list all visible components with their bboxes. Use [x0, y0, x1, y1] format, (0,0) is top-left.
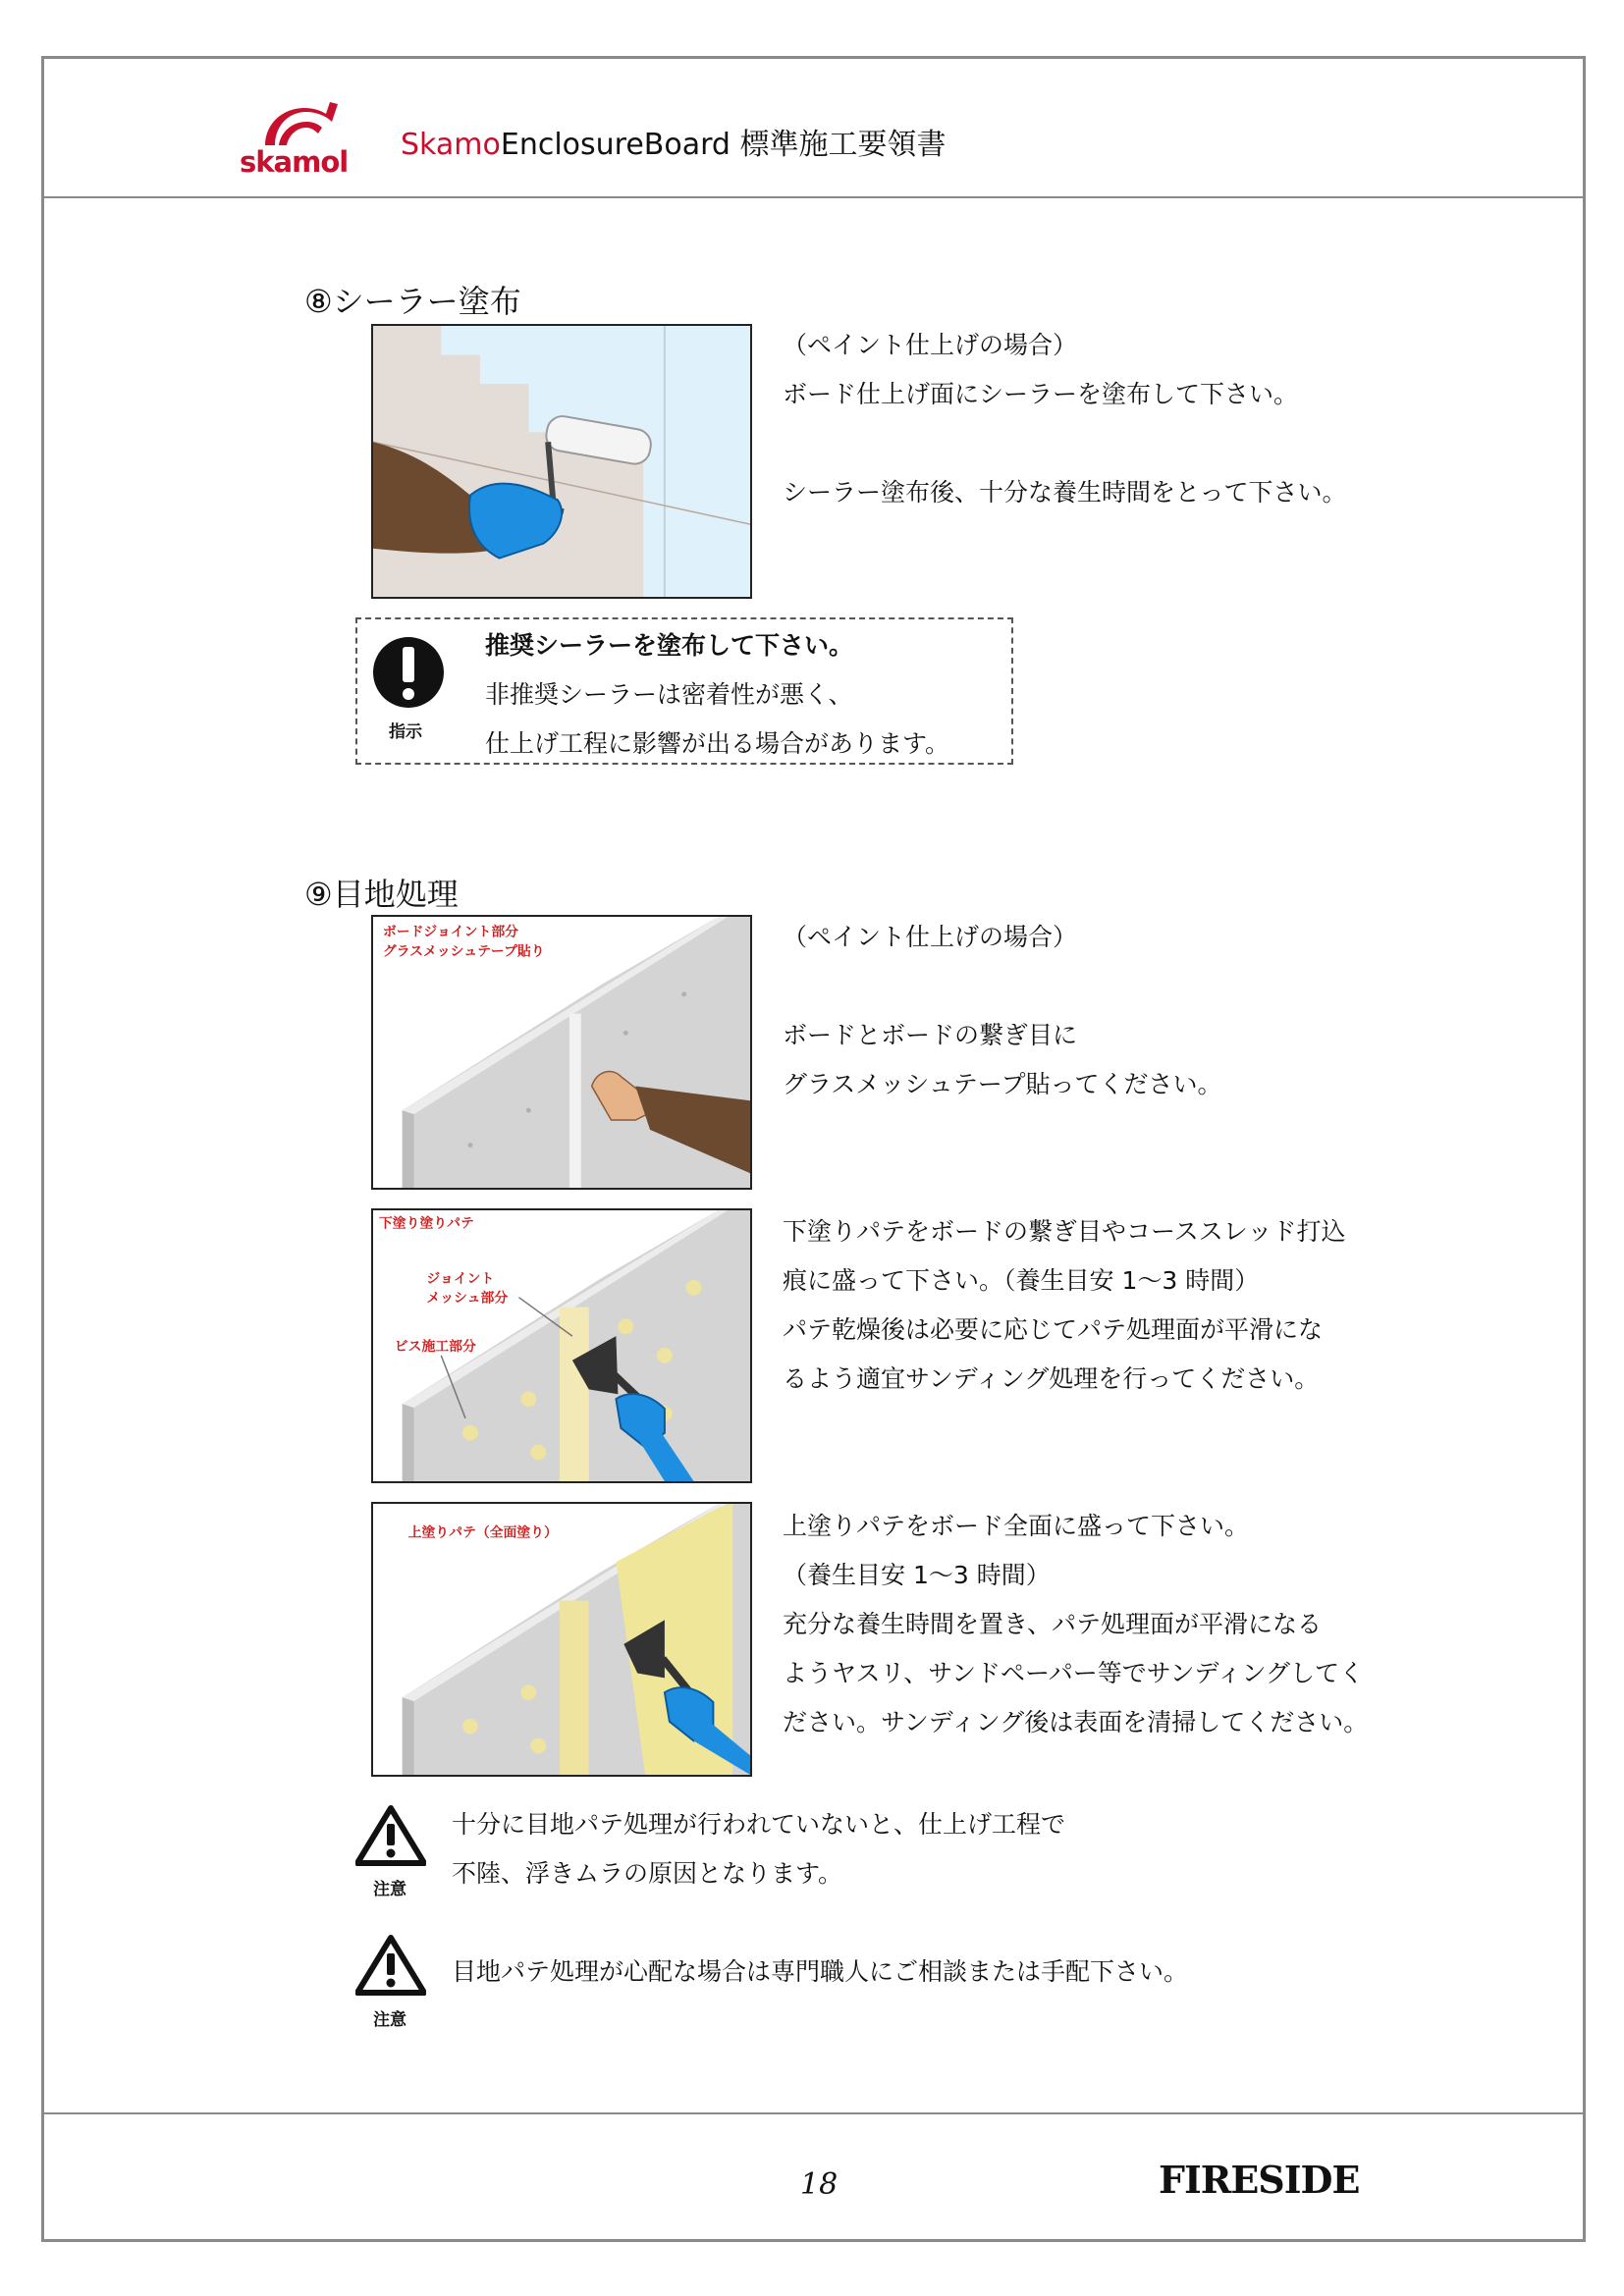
document-title: [401, 120, 947, 163]
mesh-tape-figure: [371, 915, 752, 1190]
title-rest: EnclosureBoard 標準施工要領書: [500, 128, 947, 162]
section9-heading: ⑨目地処理: [304, 876, 459, 913]
exclamation-icon: [371, 635, 446, 710]
header-divider: [41, 196, 1586, 198]
brand-logo: FIRESIDE: [1159, 2158, 1360, 2202]
fig2-label: 下塗り塗りパテ: [378, 1215, 474, 1232]
section9-text2: [783, 1207, 1346, 1404]
text-line: （養生目安 1～3 時間）: [783, 1561, 1051, 1589]
section9-text1: [783, 913, 1222, 1109]
caution-label: 注意: [373, 2010, 406, 2030]
caution1-text: [452, 1800, 1065, 1898]
text-line: グラスメッシュテープ貼ってください。: [783, 1070, 1222, 1098]
sealer-figure: [371, 324, 752, 599]
caution-line: 十分に目地パテ処理が行われていないと、仕上げ工程で: [452, 1810, 1066, 1839]
instruction-notice: [355, 617, 1013, 765]
footer-divider: [41, 2112, 1586, 2114]
fig1-label: ボードジョイント部分: [382, 924, 519, 940]
section8-text: [783, 321, 1347, 517]
text-line: るよう適宜サンディング処理を行ってください。: [783, 1364, 1320, 1393]
notice-text: [485, 621, 949, 769]
notice-line: 仕上げ工程に影響が出る場合があります。: [485, 729, 950, 758]
notice-line: 非推奨シーラーは密着性が悪く、: [485, 680, 853, 709]
text-line: [783, 962, 1222, 1011]
fig2-label: ビス施工部分: [394, 1338, 476, 1355]
text-line: ださい。サンディング後は表面を清掃してください。: [783, 1708, 1369, 1736]
top-putty-figure: [371, 1502, 752, 1777]
text-line: 上塗りパテをボード全面に盛って下さい。: [783, 1512, 1250, 1540]
warning-triangle-icon: [355, 1934, 426, 1997]
caution-label: 注意: [373, 1880, 406, 1899]
title-brand: Skamo: [401, 128, 501, 162]
text-line: パテ乾燥後は必要に応じてパテ処理面が平滑にな: [783, 1315, 1324, 1344]
text-line: （ペイント仕上げの場合）: [783, 331, 1078, 359]
section8-heading: ⑧シーラー塗布: [304, 283, 521, 320]
page-number: 18: [800, 2167, 839, 2202]
warning-triangle-icon: [355, 1804, 426, 1867]
caution-line: 不陸、浮きムラの原因となります。: [452, 1859, 843, 1888]
text-line: ボード仕上げ面にシーラーを塗布して下さい。: [783, 380, 1299, 408]
text-line: 痕に盛って下さい。（養生目安 1～3 時間）: [783, 1266, 1260, 1295]
fig1-label: グラスメッシュテープ貼り: [382, 943, 545, 960]
caution2-text: [452, 1948, 1188, 1997]
text-line: （ペイント仕上げの場合）: [783, 923, 1078, 951]
text-line: 充分な養生時間を置き、パテ処理面が平滑になる: [783, 1610, 1323, 1638]
text-line: シーラー塗布後、十分な養生時間をとって下さい。: [783, 478, 1347, 507]
text-line: ようヤスリ、サンドペーパー等でサンディングしてく: [783, 1659, 1365, 1687]
text-line: 下塗りパテをボードの繋ぎ目やコーススレッド打込: [783, 1217, 1346, 1246]
text-line: ボードとボードの繋ぎ目に: [783, 1021, 1078, 1049]
caution-line: 目地パテ処理が心配な場合は専門職人にご相談または手配下さい。: [452, 1957, 1189, 1986]
notice-icon-label: 指示: [389, 722, 422, 742]
text-line: [783, 419, 1347, 468]
notice-line: 推奨シーラーを塗布して下さい。: [485, 631, 854, 660]
fig2-label: ジョイント: [426, 1270, 495, 1287]
fig3-label: 上塗りパテ（全面塗り）: [407, 1524, 558, 1541]
base-putty-figure: [371, 1208, 752, 1483]
logo-text: skamol: [240, 145, 349, 179]
fig2-label: メッシュ部分: [426, 1290, 509, 1307]
section9-text3: [783, 1502, 1368, 1747]
